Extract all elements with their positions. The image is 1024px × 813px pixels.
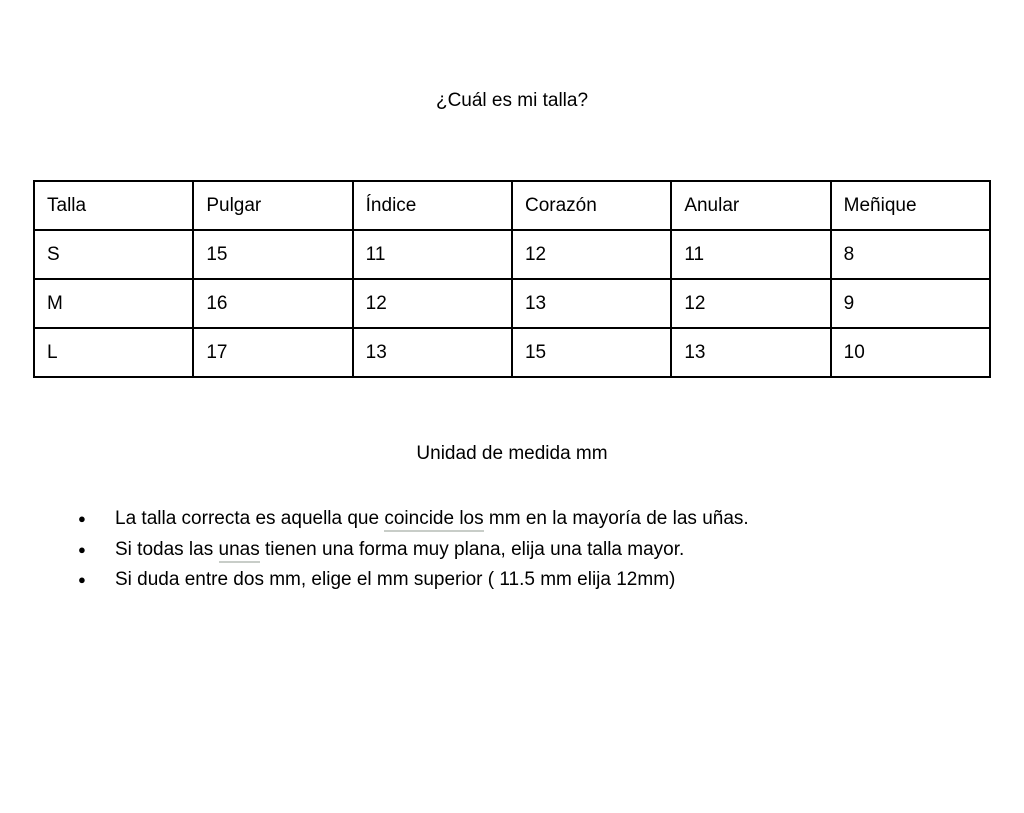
spellcheck-underlined-text: coincide los xyxy=(384,508,483,532)
table-cell: 12 xyxy=(671,279,830,328)
column-header-4: Anular xyxy=(671,181,830,230)
unit-note: Unidad de medida mm xyxy=(416,443,608,464)
size-table-body xyxy=(34,230,990,377)
table-cell: 16 xyxy=(193,279,352,328)
table-row xyxy=(34,230,990,279)
spellcheck-underlined-text: unas xyxy=(219,539,260,563)
table-row xyxy=(34,328,990,377)
list-item-text: Si todas las unas tienen una forma muy plana, elija una talla mayor. xyxy=(115,539,684,563)
column-header-1: Pulgar xyxy=(193,181,352,230)
table-cell: 17 xyxy=(193,328,352,377)
table-cell: 8 xyxy=(831,230,990,279)
size-table-header xyxy=(34,181,990,230)
list-item-text: La talla correcta es aquella que coincide los mm en la mayoría de las uñas. xyxy=(115,508,749,532)
column-header-5: Meñique xyxy=(831,181,990,230)
bullet-icon: ● xyxy=(78,511,86,526)
list-item xyxy=(75,535,1024,566)
table-cell: S xyxy=(34,230,193,279)
table-cell: 13 xyxy=(512,279,671,328)
table-cell: 11 xyxy=(671,230,830,279)
table-cell: 15 xyxy=(193,230,352,279)
size-table xyxy=(33,180,991,378)
table-cell: L xyxy=(34,328,193,377)
table-cell: M xyxy=(34,279,193,328)
bullet-icon: ● xyxy=(78,541,86,557)
list-item xyxy=(75,504,1024,535)
table-cell: 10 xyxy=(831,328,990,377)
page-title: ¿Cuál es mi talla? xyxy=(435,90,589,111)
column-header-2: Índice xyxy=(353,181,512,230)
table-row xyxy=(34,279,990,328)
table-cell: 13 xyxy=(353,328,512,377)
column-header-3: Corazón xyxy=(512,181,671,230)
column-header-0: Talla xyxy=(34,181,193,230)
table-cell: 12 xyxy=(353,279,512,328)
notes-list xyxy=(0,504,1024,596)
table-cell: 9 xyxy=(831,279,990,328)
list-item xyxy=(75,565,1024,596)
table-cell: 12 xyxy=(512,230,671,279)
table-header-row xyxy=(34,181,990,230)
table-cell: 11 xyxy=(353,230,512,279)
table-cell: 13 xyxy=(671,328,830,377)
table-cell: 15 xyxy=(512,328,671,377)
bullet-icon: ● xyxy=(78,572,86,587)
list-item-text: Si duda entre dos mm, elige el mm superior ( 11.5 mm elija 12mm) xyxy=(115,569,676,590)
